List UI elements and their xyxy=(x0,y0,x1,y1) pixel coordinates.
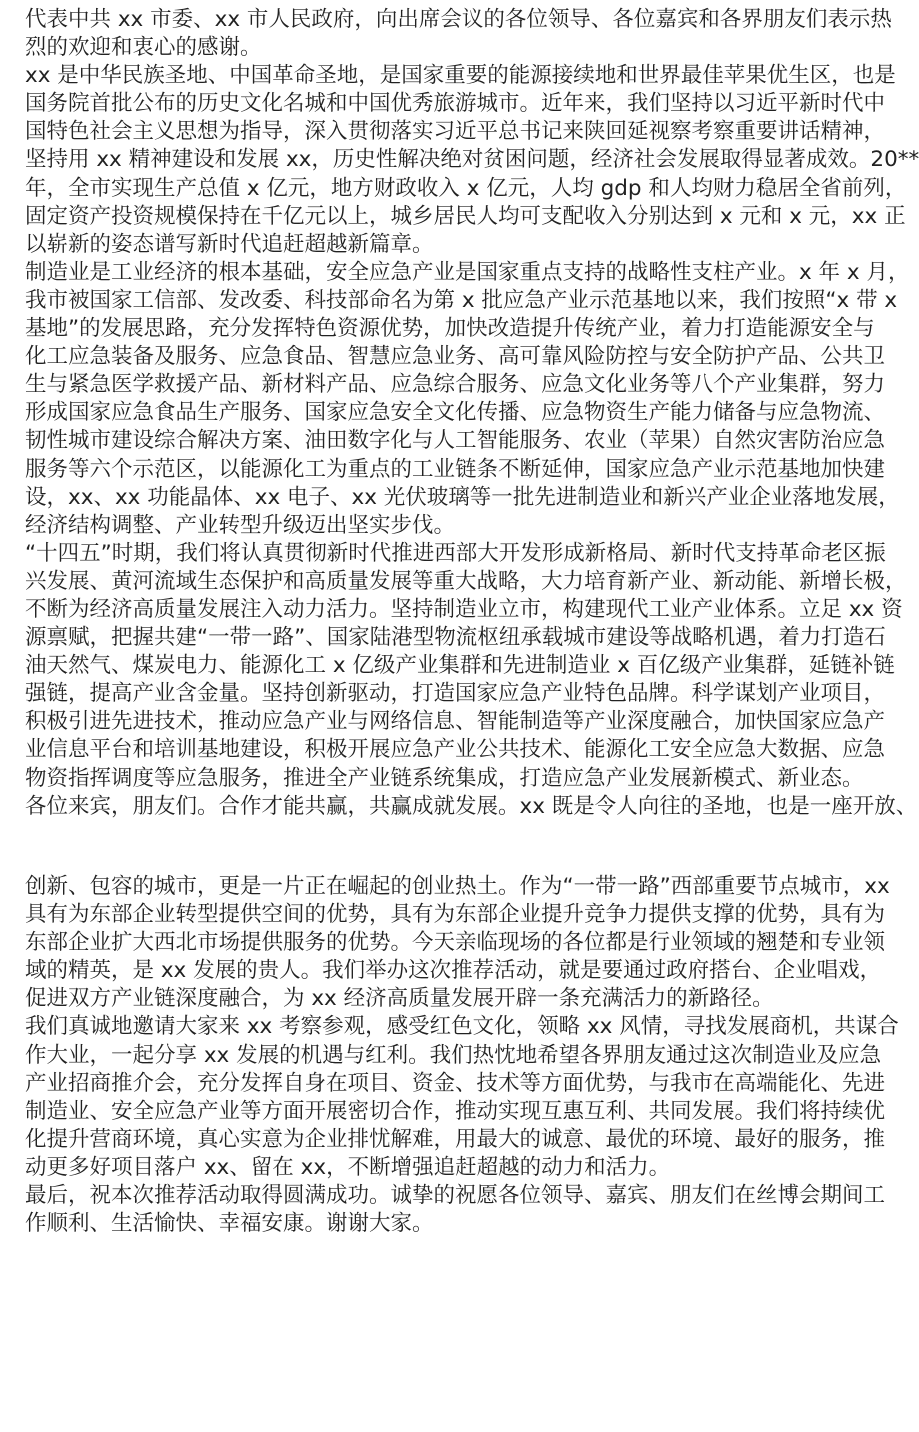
paragraph xyxy=(25,1013,899,1182)
text-line: 以崭新的姿态谱写新时代追赶超越新篇章。 xyxy=(25,231,434,257)
text-line: 业信息平台和培训基地建设，积极开展应急产业公共技术、能源化工安全应急大数据、应急 xyxy=(25,737,886,763)
text-line: 形成国家应急食品生产服务、国家应急安全文化传播、应急物资生产能力储备与应急物流、 xyxy=(25,400,886,426)
paragraph xyxy=(25,62,919,259)
text-line: 年，全市实现生产总值 x 亿元，地方财政收入 x 亿元，人均 gdp 和人均财力稳居全省前列， xyxy=(25,175,907,201)
text-line: “十四五”时期，我们将认真贯彻新时代推进西部大开发形成新格局、新时代支持革命老区振 xyxy=(25,540,886,566)
text-line: 烈的欢迎和衷心的感谢。 xyxy=(25,35,262,61)
text-line: 基地”的发展思路，充分发挥特色资源优势，加快改造提升传统产业，着力打造能源安全与 xyxy=(25,316,875,342)
text-line: 设，xx、xx 功能晶体、xx 电子、xx 光伏玻璃等一批先进制造业和新兴产业企业落地发展， xyxy=(25,484,900,510)
text-line: xx 是中华民族圣地、中国革命圣地，是国家重要的能源接续地和世界最佳苹果优生区，也是 xyxy=(25,63,896,89)
text-line: 兴发展、黄河流域生态保护和高质量发展等重大战略，大力培育新产业、新动能、新增长极， xyxy=(25,568,907,594)
document-page-1 xyxy=(25,6,919,821)
text-line: 我们真诚地邀请大家来 xx 考察参观，感受红色文化，领略 xx 风情，寻找发展商机，共谋合 xyxy=(25,1014,899,1040)
text-line: 产业招商推介会，充分发挥自身在项目、资金、技术等方面优势，与我市在高端能化、先进 xyxy=(25,1070,886,1096)
paragraph xyxy=(25,793,918,821)
text-line: 油天然气、煤炭电力、能源化工 x 亿级产业集群和先进制造业 x 百亿级产业集群，延链补链 xyxy=(25,653,895,679)
text-line: 坚持用 xx 精神建设和发展 xx，历史性解决绝对贫困问题，经济社会发展取得显著成效。20** xyxy=(25,147,919,173)
text-line: 制造业是工业经济的根本基础，安全应急产业是国家重点支持的战略性支柱产业。x 年 x 月， xyxy=(25,259,910,285)
text-line: 我市被国家工信部、发改委、科技部命名为第 x 批应急产业示范基地以来，我们按照“x 带 x xyxy=(25,287,898,313)
text-line: 促进双方产业链深度融合，为 xx 经济高质量发展开辟一条充满活力的新路径。 xyxy=(25,986,774,1012)
paragraph xyxy=(25,259,910,540)
text-line: 具有为东部企业转型提供空间的优势，具有为东部企业提升竞争力提供支撑的优势，具有为 xyxy=(25,902,886,928)
text-line: 域的精英，是 xx 发展的贵人。我们举办这次推荐活动，就是要通过政府搭台、企业唱戏， xyxy=(25,958,882,984)
text-line: 服务等六个示范区，以能源化工为重点的工业链条不断延伸，国家应急产业示范基地加快建 xyxy=(25,456,886,482)
paragraph xyxy=(25,1182,886,1238)
text-line: 经济结构调整、产业转型升级迈出坚实步伐。 xyxy=(25,512,456,538)
text-line: 代表中共 xx 市委、xx 市人民政府，向出席会议的各位领导、各位嘉宾和各界朋友们表示热 xyxy=(25,7,892,32)
text-line: 源禀赋，把握共建“一带一路”、国家陆港型物流枢纽承载城市建设等战略机遇，着力打造石 xyxy=(25,625,886,651)
text-line: 作大业，一起分享 xx 发展的机遇与红利。我们热忱地希望各界朋友通过这次制造业及应急 xyxy=(25,1042,882,1068)
text-line: 积极引进先进技术，推动应急产业与网络信息、智能制造等产业深度融合，加快国家应急产 xyxy=(25,709,886,735)
text-line: 生与紧急医学救援产品、新材料产品、应急综合服务、应急文化业务等八个产业集群，努力 xyxy=(25,372,886,398)
text-line: 动更多好项目落户 xx、留在 xx，不断增强追赶超越的动力和活力。 xyxy=(25,1154,671,1180)
paragraph xyxy=(25,873,890,1013)
text-line: 东部企业扩大西北市场提供服务的优势。今天亲临现场的各位都是行业领域的翘楚和专业领 xyxy=(25,930,886,956)
text-line: 化工应急装备及服务、应急食品、智慧应急业务、高可靠风险防控与安全防护产品、公共卫 xyxy=(25,344,886,370)
text-line: 作顺利、生活愉快、幸福安康。谢谢大家。 xyxy=(25,1211,434,1237)
text-line: 固定资产投资规模保持在千亿元以上，城乡居民人均可支配收入分别达到 x 元和 x 元，xx 正 xyxy=(25,203,906,229)
text-line: 韧性城市建设综合解决方案、油田数字化与人工智能服务、农业（苹果）自然灾害防治应急 xyxy=(25,428,886,454)
paragraph xyxy=(25,6,892,62)
document-page-2 xyxy=(25,873,899,1238)
paragraph xyxy=(25,540,907,793)
text-line: 不断为经济高质量发展注入动力活力。坚持制造业立市，构建现代工业产业体系。立足 xx 资 xyxy=(25,596,903,622)
text-line: 各位来宾，朋友们。合作才能共赢，共赢成就发展。xx 既是令人向往的圣地，也是一座开放、 xyxy=(25,793,918,819)
text-line: 最后，祝本次推荐活动取得圆满成功。诚挚的祝愿各位领导、嘉宾、朋友们在丝博会期间工 xyxy=(25,1183,886,1209)
text-line: 创新、包容的城市，更是一片正在崛起的创业热土。作为“一带一路”西部重要节点城市，xx xyxy=(25,874,890,899)
text-line: 物资指挥调度等应急服务，推进全产业链系统集成，打造应急产业发展新模式、新业态。 xyxy=(25,765,864,791)
text-line: 国特色社会主义思想为指导，深入贯彻落实习近平总书记来陕回延视察考察重要讲话精神， xyxy=(25,119,886,145)
text-line: 强链，提高产业含金量。坚持创新驱动，打造国家应急产业特色品牌。科学谋划产业项目， xyxy=(25,681,886,707)
text-line: 制造业、安全应急产业等方面开展密切合作，推动实现互惠互利、共同发展。我们将持续优 xyxy=(25,1098,886,1124)
text-line: 化提升营商环境，真心实意为企业排忧解难，用最大的诚意、最优的环境、最好的服务，推 xyxy=(25,1126,886,1152)
text-line: 国务院首批公布的历史文化名城和中国优秀旅游城市。近年来，我们坚持以习近平新时代中 xyxy=(25,91,886,117)
